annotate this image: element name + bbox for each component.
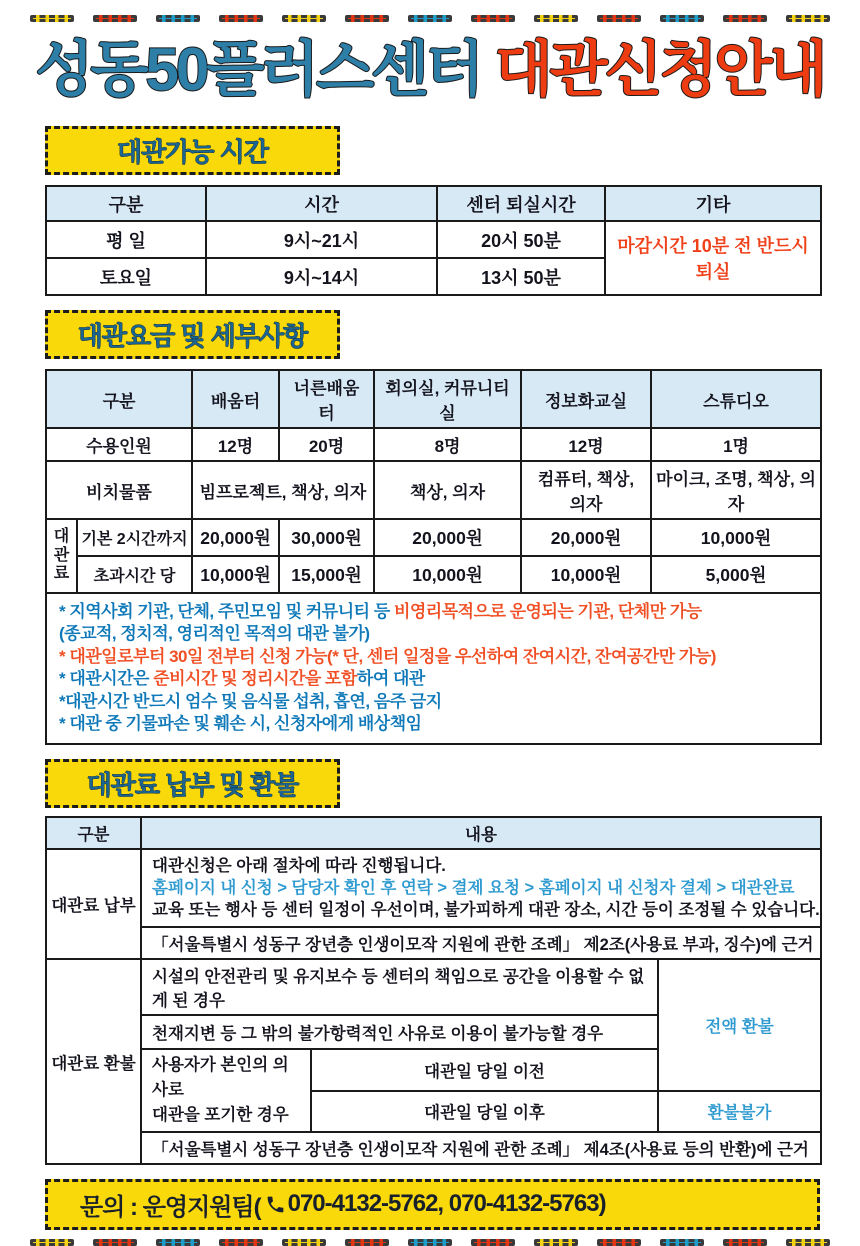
yellow-dash-block: [534, 1239, 578, 1246]
payment-label: 대관료 납부: [46, 849, 141, 960]
fees-col-room1: 배움터: [192, 370, 279, 428]
red-dash-block: [597, 15, 641, 22]
items-value: 컴퓨터, 책상, 의자: [521, 461, 651, 519]
fees-col-room2: 너른배움터: [279, 370, 374, 428]
fee-note-line: [59, 601, 808, 623]
refund-after: 대관일 당일 이후: [311, 1091, 658, 1132]
fees-col-type: 구분: [46, 370, 192, 428]
fees-col-room5: 스튜디오: [651, 370, 821, 428]
fee-note-line: [59, 646, 808, 668]
payment-main-row: [46, 849, 821, 928]
payment-line1: 대관신청은 아래 절차에 따라 진행됩니다.: [152, 856, 446, 875]
capacity-label: 수용인원: [46, 428, 192, 461]
blue-dash-block: [660, 15, 704, 22]
refund-case2: 천재지변 등 그 밖의 불가항력적인 사유로 이용이 불가능할 경우: [141, 1015, 658, 1049]
extra-fee-row: [46, 556, 821, 593]
payment-procedure: [141, 849, 821, 928]
section-heading-fees: 대관요금 및 세부사항: [45, 310, 340, 359]
refund-basis-row: [46, 1132, 821, 1164]
closing-warning: 마감시간 10분 전 반드시 퇴실: [605, 221, 821, 295]
fee-notes: [46, 593, 821, 744]
bottom-dash-border: [0, 1239, 860, 1246]
extra-fee-value: 5,000원: [651, 556, 821, 593]
top-dash-border: [0, 15, 860, 22]
fee-notes-row: [46, 593, 821, 744]
extra-fee-value: 15,000원: [279, 556, 374, 593]
refund-case1-row: [46, 959, 821, 1015]
contact-bar: [45, 1179, 820, 1230]
red-dash-block: [597, 1239, 641, 1246]
blue-dash-block: [156, 1239, 200, 1246]
title-rental-guide: 대관신청안내: [494, 36, 825, 103]
payment-steps: 홈페이지 내 신청 > 담당자 확인 후 연락 > 결제 요청 > 홈페이지 내 신청자 결제 > 대관완료: [152, 878, 795, 897]
contact-prefix: 문의 : 운영지원팀(: [80, 1193, 261, 1221]
phone-icon: [265, 1194, 286, 1215]
weekday-time: 9시~21시: [206, 221, 437, 258]
refund-before: 대관일 당일 이전: [311, 1049, 658, 1090]
refund-label: 대관료 환불: [46, 959, 141, 1163]
items-value: 빔프로젝트, 책상, 의자: [192, 461, 374, 519]
red-dash-block: [345, 1239, 389, 1246]
contact-numbers: 070-4132-5762, 070-4132-5763: [287, 1190, 599, 1218]
base-fee-value: 30,000원: [279, 519, 374, 556]
items-label: 비치물품: [46, 461, 192, 519]
note-segment-blue: * 대관시간은: [59, 669, 154, 689]
full-refund-value: 전액 환불: [658, 959, 821, 1090]
saturday-checkout: 13시 50분: [437, 258, 605, 295]
yellow-dash-block: [30, 15, 74, 22]
base-fee-value: 10,000원: [651, 519, 821, 556]
yellow-dash-block: [30, 1239, 74, 1246]
saturday-label: 토요일: [46, 258, 206, 295]
payment-basis: 「서울특별시 성동구 장년층 인생이모작 지원에 관한 조례」 제2조(사용료 부과, 징수)에 근거: [141, 927, 821, 959]
fees-table: [45, 369, 822, 745]
capacity-value: 12명: [192, 428, 279, 461]
fee-note-line: [59, 623, 808, 645]
refund-case1: 시설의 안전관리 및 유지보수 등 센터의 책임으로 공간을 이용할 수 없게 된 경우: [141, 959, 658, 1015]
blue-dash-block: [408, 15, 452, 22]
refund-table: [45, 816, 822, 1165]
extra-fee-value: 10,000원: [521, 556, 651, 593]
red-dash-block: [471, 15, 515, 22]
note-segment-blue: * 대관 중 기물파손 및 훼손 시, 신청자에게 배상책임: [59, 714, 422, 734]
fee-note-line: [59, 691, 808, 713]
refund-col-content: 내용: [141, 817, 821, 849]
note-segment-blue: * 지역사회 기관, 단체, 주민모임 및 커뮤니티 등: [59, 602, 394, 621]
red-dash-block: [219, 1239, 263, 1246]
page-title: [0, 28, 860, 112]
capacity-value: 8명: [374, 428, 521, 461]
yellow-dash-block: [786, 15, 830, 22]
yellow-dash-block: [282, 15, 326, 22]
weekday-label: 평 일: [46, 221, 206, 258]
note-segment-orange: 준비시간 및 정리시간을 포함: [153, 669, 357, 689]
payment-basis-row: [46, 927, 821, 959]
note-segment-blue: 하여 대관: [356, 669, 425, 689]
blue-dash-block: [408, 1239, 452, 1246]
capacity-value: 12명: [521, 428, 651, 461]
base-fee-row: [46, 519, 821, 556]
refund-case3-line2: 대관을 포기한 경우: [152, 1105, 289, 1124]
hours-col-time: 시간: [206, 186, 437, 221]
hours-col-type: 구분: [46, 186, 206, 221]
no-refund-value: 환불불가: [658, 1091, 821, 1132]
red-dash-block: [345, 15, 389, 22]
base-fee-label: 기본 2시간까지: [77, 519, 192, 556]
hours-header-row: [46, 186, 821, 221]
fee-group-label: 대관료: [46, 519, 77, 593]
base-fee-value: 20,000원: [374, 519, 521, 556]
fees-col-room3: 회의실, 커뮤니티실: [374, 370, 521, 428]
red-dash-block: [471, 1239, 515, 1246]
fees-col-room4: 정보화교실: [521, 370, 651, 428]
items-row: [46, 461, 821, 519]
red-dash-block: [219, 15, 263, 22]
fee-note-line: [59, 713, 808, 735]
capacity-value: 20명: [279, 428, 374, 461]
section-heading-hours: 대관가능 시간: [45, 126, 340, 175]
contact-suffix: ): [598, 1190, 606, 1218]
hours-col-checkout: 센터 퇴실시간: [437, 186, 605, 221]
yellow-dash-block: [282, 1239, 326, 1246]
blue-dash-block: [660, 1239, 704, 1246]
red-dash-block: [723, 15, 767, 22]
red-dash-block: [93, 15, 137, 22]
section-heading-refund: 대관료 납부 및 환불: [45, 759, 340, 808]
weekday-checkout: 20시 50분: [437, 221, 605, 258]
blue-dash-block: [156, 15, 200, 22]
red-dash-block: [93, 1239, 137, 1246]
refund-case3-line1: 사용자가 본인의 의사로: [152, 1056, 289, 1100]
note-segment-orange: * 대관일로부터 30일 전부터 신청 가능(* 단, 센터 일정을 우선하여 잔여시간, 잔여공간만 가능): [59, 646, 716, 666]
base-fee-value: 20,000원: [192, 519, 279, 556]
note-segment-orange: 비영리목적으로 운영되는 기관, 단체만 가능: [393, 602, 702, 621]
refund-basis: 「서울특별시 성동구 장년층 인생이모작 지원에 관한 조례」 제4조(사용료 등의 반환)에 근거: [141, 1132, 821, 1164]
items-value: 마이크, 조명, 책상, 의자: [651, 461, 821, 519]
yellow-dash-block: [786, 1239, 830, 1246]
extra-fee-label: 초과시간 당: [77, 556, 192, 593]
fees-header-row: [46, 370, 821, 428]
fee-note-line: [59, 668, 808, 690]
note-segment-blue: *대관시간 반드시 엄수 및 음식물 섭취, 흡연, 음주 금지: [59, 691, 442, 711]
note-segment-blue: (종교적, 정치적, 영리적인 목적의 대관 불가): [59, 624, 370, 644]
base-fee-value: 20,000원: [521, 519, 651, 556]
capacity-value: 1명: [651, 428, 821, 461]
yellow-dash-block: [534, 15, 578, 22]
hours-col-etc: 기타: [605, 186, 821, 221]
table-row: [46, 221, 821, 258]
items-value: 책상, 의자: [374, 461, 521, 519]
capacity-row: [46, 428, 821, 461]
refund-col-type: 구분: [46, 817, 141, 849]
title-seongdong: 성동50플러스센터: [35, 36, 482, 103]
extra-fee-value: 10,000원: [192, 556, 279, 593]
payment-line3: 교육 또는 행사 등 센터 일정이 우선이며, 불가피하게 대관 장소, 시간 등이 조정될 수 있습니다.: [152, 901, 820, 920]
red-dash-block: [723, 1239, 767, 1246]
hours-table: [45, 185, 822, 296]
refund-header-row: [46, 817, 821, 849]
refund-case3: [141, 1049, 311, 1131]
saturday-time: 9시~14시: [206, 258, 437, 295]
extra-fee-value: 10,000원: [374, 556, 521, 593]
